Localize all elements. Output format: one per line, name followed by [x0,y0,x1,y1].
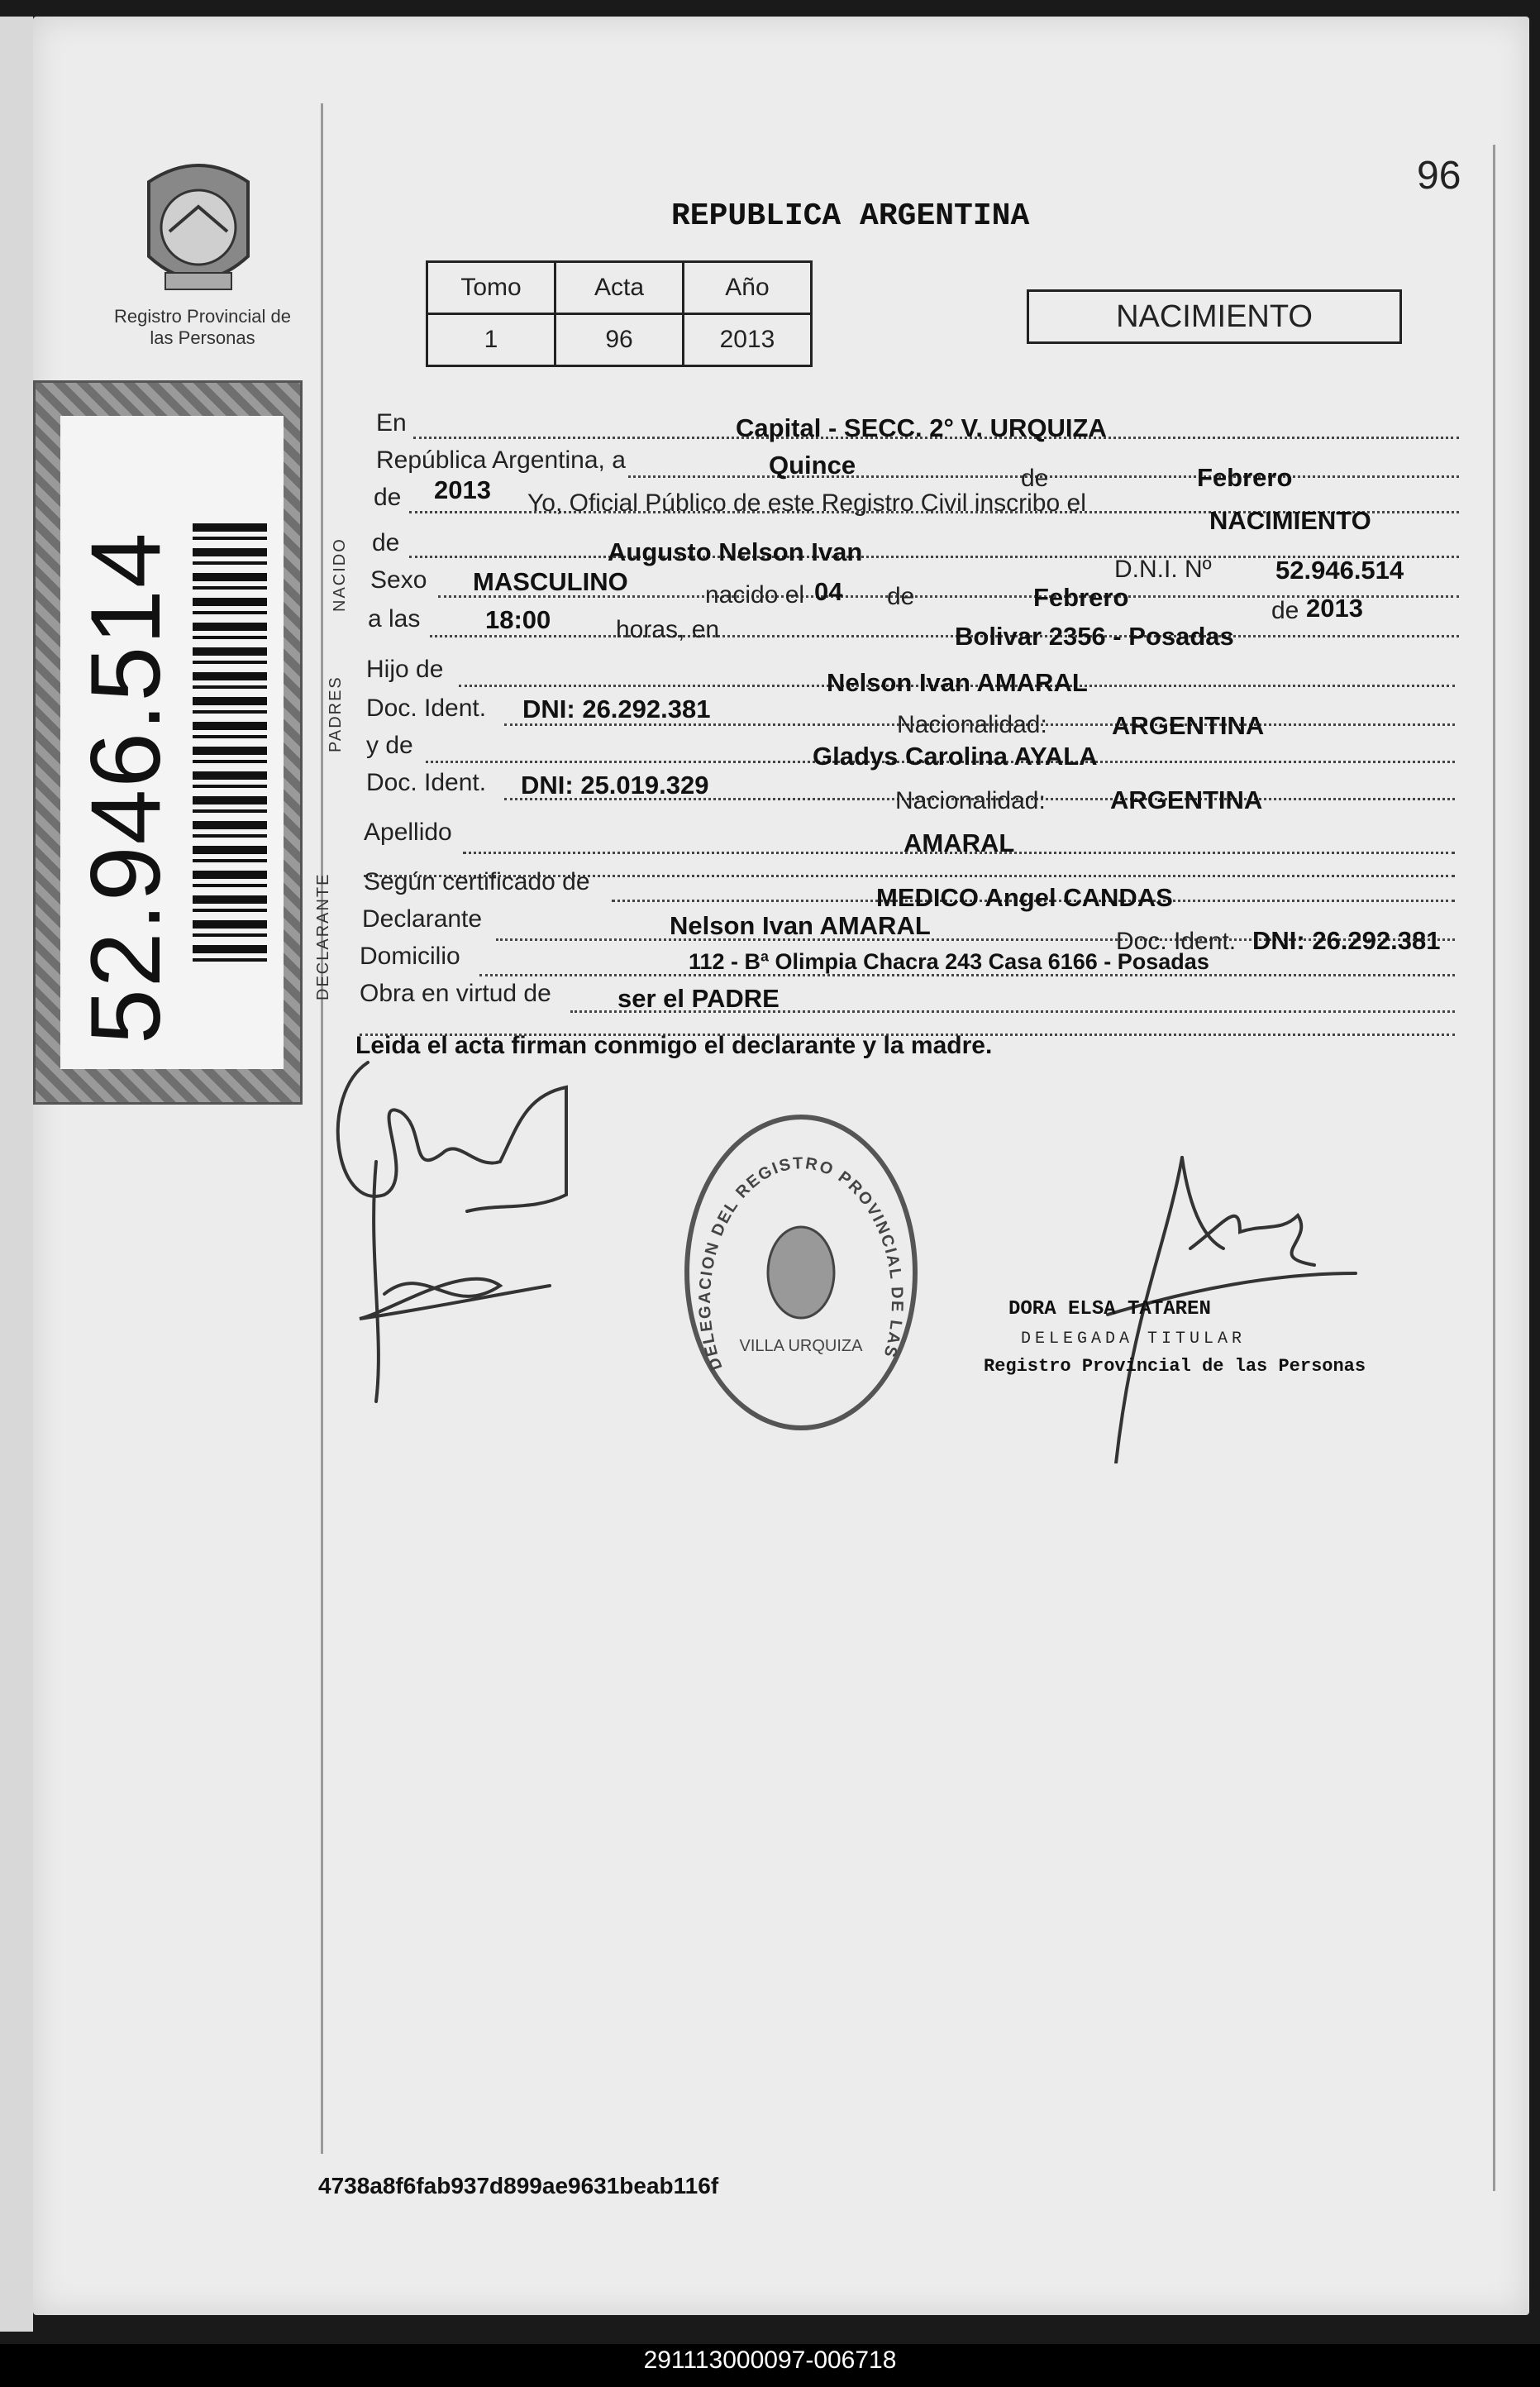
scan-id: 291113000097-006718 [643,2346,897,2374]
section-nacido: NACIDO [331,537,349,612]
official-title: DELEGADA TITULAR [1021,1330,1247,1349]
label-de-anio: de [374,484,402,511]
label-horas-en: horas, en [616,616,720,643]
field-nacido-mes: Febrero [1033,583,1129,612]
stamp-center: VILLA URQUIZA [739,1337,863,1355]
official-name: DORA ELSA TATAREN [1008,1298,1211,1320]
label-a-las: a las [368,605,421,633]
label-en: En [376,409,407,437]
field-madre: Gladys Carolina AYALA [813,742,1098,771]
label-doc-ident-madre: Doc. Ident. [366,769,487,796]
field-apellido: AMARAL [903,828,1015,857]
barcode-number: 52.946.514 [70,531,181,1044]
field-padre-doc: DNI: 26.292.381 [522,695,711,723]
field-madre-nac: ARGENTINA [1110,785,1263,814]
label-de-mes: de [1021,465,1049,492]
label-y-de: y de [366,732,413,759]
document-hash: 4738a8f6fab937d899ae9631beab116f [318,2173,719,2198]
field-nacido-dia: 04 [814,577,843,606]
label-nacionalidad-padre: Nacionalidad: [897,711,1047,738]
section-padres: PADRES [327,676,345,752]
value-tomo: 1 [427,314,555,366]
registry-stamp [684,1115,918,1430]
label-hijo-de: Hijo de [366,656,444,683]
record-table [426,260,813,367]
record-type-box: NACIMIENTO [1027,289,1402,344]
country-title: REPUBLICA ARGENTINA [671,198,1030,234]
official-office: Registro Provincial de las Personas [984,1356,1366,1377]
header-anio: Año [684,262,812,314]
stamp-text: DELEGACION DEL REGISTRO PROVINCIAL DE LAS [695,1154,907,1373]
label-nacionalidad-madre: Nacionalidad: [895,787,1046,814]
field-declarante: Nelson Ivan AMARAL [670,911,931,940]
label-de-nombre: de [372,529,400,556]
page-number: 96 [1417,154,1461,198]
label-apellido: Apellido [364,819,452,846]
field-anio: 2013 [434,475,491,504]
label-nacido-el: nacido el [705,581,805,609]
label-de-anio2: de [1271,597,1299,624]
dots [430,635,1459,637]
field-nombre: Augusto Nelson Ivan [608,537,863,566]
label-segun: Según certificado de [364,868,590,895]
label-declarante: Declarante [362,905,483,933]
field-nacido-anio: 2013 [1306,594,1363,623]
barcode-bars [193,523,267,970]
field-domicilio: 112 - Bª Olimpia Chacra 243 Casa 6166 - Posadas [689,949,1209,974]
field-lugar-nacimiento: Bolivar 2356 - Posadas [955,622,1234,651]
field-padre-nac: ARGENTINA [1112,711,1265,740]
value-acta: 96 [555,314,684,366]
closing-text: Leida el acta firman conmigo el declarante y la madre. [355,1032,993,1059]
label-de-dia: de [887,583,915,610]
page-edge [0,17,33,2332]
registry-name: Registro Provincial de las Personas [114,306,291,348]
field-lugar: Capital - SECC. 2° V. URQUIZA [736,413,1107,442]
label-doc-ident-padre: Doc. Ident. [366,695,487,722]
field-hora: 18:00 [485,605,551,634]
value-anio: 2013 [684,314,812,366]
field-padre: Nelson Ivan AMARAL [827,668,1088,697]
field-declarante-doc: DNI: 26.292.381 [1252,926,1441,955]
field-madre-doc: DNI: 25.019.329 [521,771,709,800]
header-acta: Acta [555,262,684,314]
header-tomo: Tomo [427,262,555,314]
field-dni: 52.946.514 [1275,556,1404,585]
field-dia-letras: Quince [769,451,856,480]
declarant-signature [318,1046,591,1410]
barcode-sticker [33,380,303,1105]
field-mes: Febrero [1197,463,1293,492]
section-declarante: DECLARANTE [314,872,332,1000]
province-seal-logo [132,157,265,302]
label-dni: D.N.I. Nº [1114,556,1212,583]
label-sexo: Sexo [370,566,427,594]
label-domicilio: Domicilio [360,943,460,970]
field-inscribo: NACIMIENTO [1209,506,1371,535]
label-oficial: Yo, Oficial Público de este Registro Civil inscribo el [527,489,1086,517]
label-doc-ident-declarante: Doc. Ident. [1116,928,1237,955]
field-obra: ser el PADRE [617,984,780,1013]
label-republica: República Argentina, a [376,446,626,474]
field-certificado: MEDICO Angel CANDAS [876,883,1173,912]
right-margin-line [1493,145,1495,2191]
label-obra: Obra en virtud de [360,980,551,1007]
field-sexo: MASCULINO [473,567,628,596]
